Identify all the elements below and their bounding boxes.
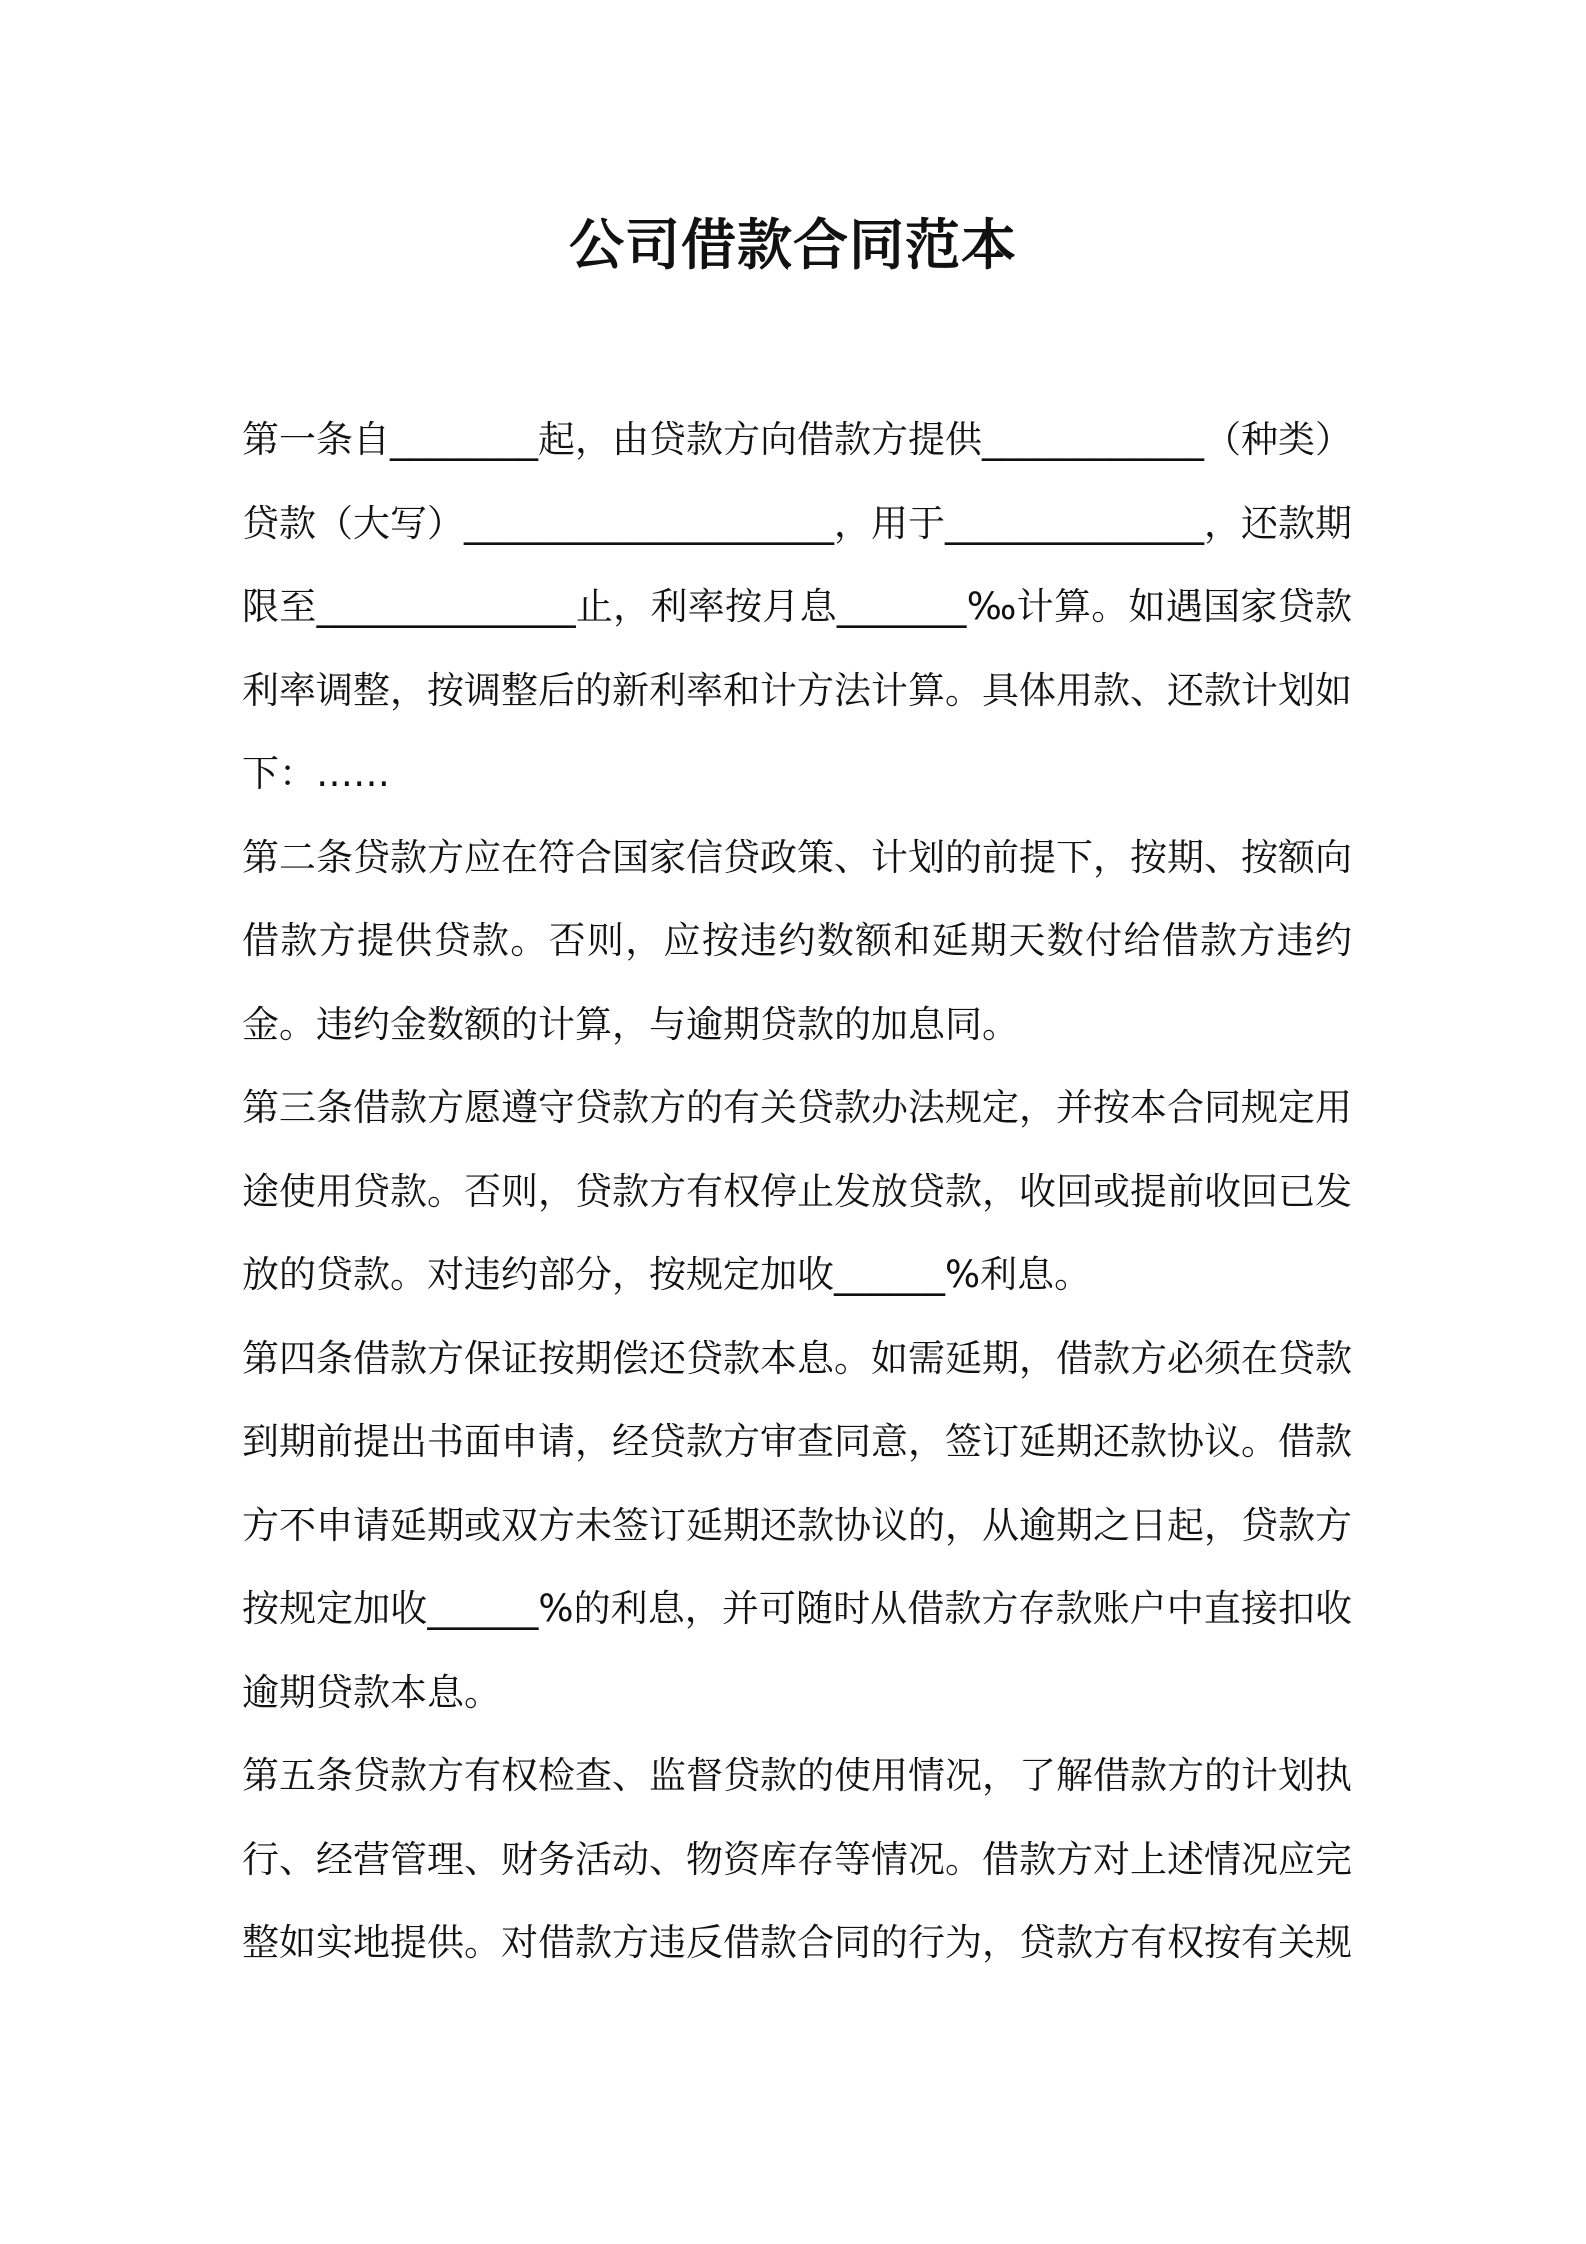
article-2: 第二条贷款方应在符合国家信贷政策、计划的前提下，按期、按额向借款方提供贷款。否则，应按违约数额和延期天数付给借款方违约金。违约金数额的计算，与逾期贷款的加息同。 xyxy=(242,835,1352,1046)
article-5: 第五条贷款方有权检查、监督贷款的使用情况，了解借款方的计划执行、经营管理、财务活动、物资库存等情况。借款方对上述情况应完整如实地提供。对借款方违反借款合同的行为，贷款方有权按有关规 xyxy=(242,1754,1352,1964)
document-title: 公司借款合同范本 xyxy=(568,213,1017,277)
document-body xyxy=(242,398,1352,1985)
article-4: 第四条借款方保证按期偿还贷款本息。如需延期，借款方必须在贷款到期前提出书面申请，经贷款方审查同意，签订延期还款协议。借款方不申请延期或双方未签订延期还款协议的，从逾期之日起，贷款方按规定加收______%的利息，并可随时从借款方存款账户中直接扣收逾期贷款本息。 xyxy=(242,1336,1352,1714)
article-3: 第三条借款方愿遵守贷款方的有关贷款办法规定，并按本合同规定用途使用贷款。否则，贷款方有权停止发放贷款，收回或提前收回已发放的贷款。对违约部分，按规定加收______%利息。 xyxy=(242,1086,1352,1296)
article-1: 第一条自________起，由贷款方向借款方提供____________（种类）贷款（大写）____________________，用于______________，还款期限至______________止，利率按月息_______‰计算。如遇国家贷款利率调整，按调整后的新利率和计方法计算。具体用款、还款计划如下：…… xyxy=(242,418,1352,795)
